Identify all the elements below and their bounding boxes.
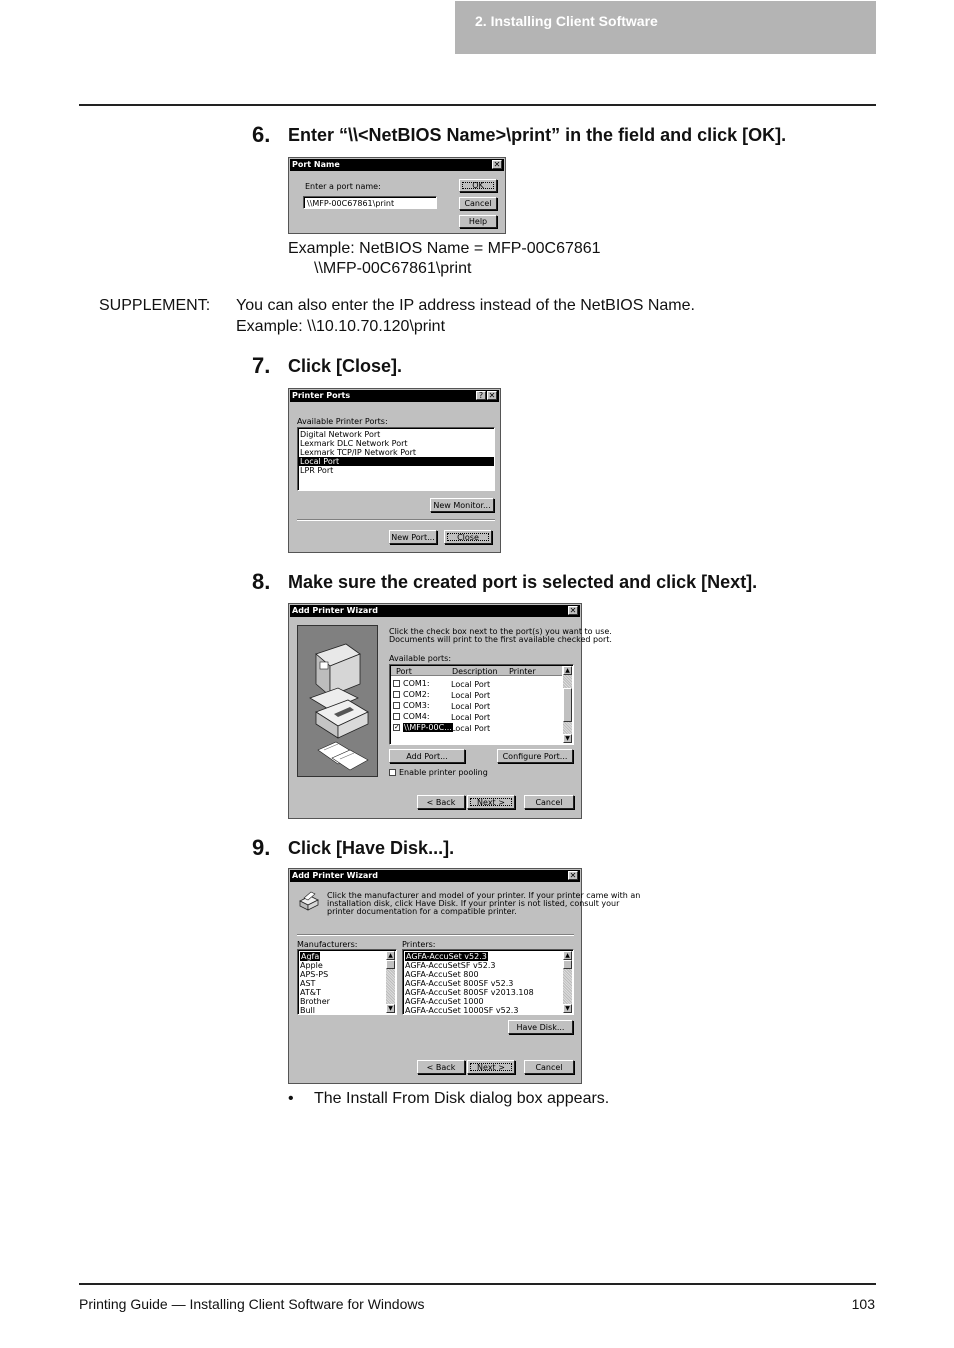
supplement-line-2: Example: \\10.10.70.120\print	[236, 318, 446, 335]
example-line-1: Example: NetBIOS Name = MFP-00C67861	[288, 240, 601, 257]
instruction-line-1: Click the check box next to the port(s) you want to use.	[389, 627, 612, 636]
add-port-button[interactable]: Add Port...	[389, 749, 465, 763]
cancel-button[interactable]: Cancel	[524, 1060, 574, 1074]
step-7-text: Click [Close].	[288, 356, 403, 376]
scroll-thumb[interactable]	[563, 960, 572, 969]
port-description: Local Port	[451, 724, 491, 733]
step-8-text: Make sure the created port is selected and click [Next].	[288, 572, 758, 592]
enable-pooling-checkbox[interactable]: Enable printer pooling	[389, 768, 488, 777]
cancel-button[interactable]: Cancel	[459, 197, 497, 210]
step-8-number: 8.	[252, 569, 271, 594]
checkbox[interactable]	[393, 702, 400, 709]
list-item-selected[interactable]: Agfa	[301, 952, 320, 961]
list-item[interactable]: AST	[300, 979, 316, 988]
printers-label: Printers:	[402, 940, 436, 949]
list-item[interactable]: APS-PS	[300, 970, 329, 979]
section-header-tab	[455, 1, 876, 54]
dialog-titlebar: Port Name	[290, 159, 504, 171]
configure-port-button[interactable]: Configure Port...	[497, 749, 573, 763]
vertical-scrollbar[interactable]	[563, 666, 572, 743]
checkbox[interactable]	[393, 713, 400, 720]
port-name-label: Enter a port name:	[305, 182, 381, 191]
column-header-port[interactable]: Port	[396, 667, 412, 676]
checkbox-checked[interactable]: ✓	[394, 723, 400, 731]
close-button[interactable]: Close	[444, 530, 492, 544]
manufacturers-label: Manufacturers:	[297, 940, 358, 949]
list-item[interactable]: AT&T	[300, 988, 321, 997]
column-header-description[interactable]: Description	[452, 667, 498, 676]
port-name-input[interactable]: \\MFP-00C67861\print	[303, 196, 437, 209]
list-item[interactable]: Apple	[300, 961, 323, 970]
port-row-selected[interactable]: ✓ \\MFP-00C...	[394, 723, 452, 732]
supplement-line-1: You can also enter the IP address instead of the NetBIOS Name.	[236, 297, 695, 314]
vertical-scrollbar[interactable]	[386, 951, 395, 1013]
checkbox[interactable]	[389, 769, 396, 776]
list-item[interactable]: AGFA-AccuSet 1000SF v52.3	[405, 1006, 519, 1015]
scroll-thumb[interactable]	[563, 688, 572, 722]
dialog-titlebar: Add Printer Wizard	[290, 870, 580, 882]
port-description: Local Port	[451, 702, 491, 711]
port-row[interactable]: COM3:	[393, 700, 430, 711]
new-monitor-button[interactable]: New Monitor...	[430, 498, 494, 512]
close-icon[interactable]: ✕	[569, 606, 577, 615]
scroll-thumb[interactable]	[386, 960, 395, 969]
separator	[297, 519, 495, 521]
scroll-down-arrow[interactable]: ▼	[563, 1004, 572, 1013]
next-button[interactable]: Next >	[467, 795, 515, 809]
printer-ports-dialog	[288, 388, 501, 553]
bottom-divider	[79, 1283, 876, 1285]
close-icon[interactable]: ✕	[488, 391, 496, 400]
add-printer-port-dialog	[288, 603, 612, 819]
column-header-printer[interactable]: Printer	[509, 667, 536, 676]
supplement-label: SUPPLEMENT:	[99, 297, 211, 314]
back-button[interactable]: < Back	[417, 1060, 465, 1074]
list-item[interactable]: AGFA-AccuSet 800SF v2013.108	[405, 988, 534, 997]
list-item[interactable]: Lexmark TCP/IP Network Port	[300, 448, 417, 457]
list-item[interactable]: LPR Port	[300, 466, 334, 475]
available-ports-label: Available ports:	[389, 654, 452, 663]
scroll-up-arrow[interactable]: ▲	[563, 951, 572, 960]
ports-list[interactable]	[389, 664, 574, 745]
step-7-number: 7.	[252, 353, 271, 378]
help-button[interactable]: Help	[459, 215, 497, 228]
printers-list[interactable]	[402, 949, 574, 1015]
list-item[interactable]: AGFA-AccuSet 800	[405, 970, 479, 979]
port-description: Local Port	[451, 713, 491, 722]
manufacturers-list[interactable]	[297, 949, 397, 1015]
list-item[interactable]: AGFA-AccuSetSF v52.3	[405, 961, 496, 970]
step-6-text: Enter “\\<NetBIOS Name>\print” in the field and click [OK].	[288, 125, 787, 145]
step-9-number: 9.	[252, 835, 271, 860]
step-9-text: Click [Have Disk...].	[288, 838, 455, 858]
list-item[interactable]: Digital Network Port	[300, 430, 381, 439]
port-row[interactable]: COM4:	[393, 711, 430, 722]
list-item[interactable]: Lexmark DLC Network Port	[300, 439, 408, 448]
dialog-titlebar: Printer Ports	[290, 390, 499, 402]
dialog-titlebar: Add Printer Wizard	[290, 605, 580, 617]
list-item[interactable]: AGFA-AccuSet 1000	[405, 997, 484, 1006]
help-icon[interactable]: ?	[476, 391, 486, 400]
vertical-scrollbar[interactable]	[563, 951, 572, 1013]
top-divider	[79, 104, 876, 106]
instruction-line-3: printer documentation for a compatible printer.	[327, 907, 517, 916]
list-item-selected[interactable]: AGFA-AccuSet v52.3	[406, 952, 487, 961]
have-disk-button[interactable]: Have Disk...	[508, 1020, 573, 1034]
scroll-down-arrow[interactable]: ▼	[563, 734, 572, 743]
instruction-line-2: Documents will print to the first available checked port.	[389, 635, 612, 644]
cancel-button[interactable]: Cancel	[524, 795, 574, 809]
scroll-up-arrow[interactable]: ▲	[563, 666, 572, 675]
scroll-down-arrow[interactable]: ▼	[386, 1004, 395, 1013]
add-printer-driver-dialog	[288, 868, 641, 1084]
step-6-number: 6.	[252, 122, 271, 147]
list-item[interactable]: AGFA-AccuSet 800SF v52.3	[405, 979, 514, 988]
available-ports-label: Available Printer Ports:	[297, 417, 388, 426]
bullet-mark: •	[288, 1090, 294, 1107]
section-title: 2. Installing Client Software	[475, 13, 658, 29]
list-header	[391, 666, 562, 676]
port-name-dialog	[288, 157, 506, 234]
instruction-line-2: installation disk, click Have Disk. If your printer is not listed, consult your	[327, 899, 620, 908]
close-icon[interactable]: ✕	[569, 871, 577, 880]
footer-title: Printing Guide — Installing Client Software for Windows	[79, 1296, 425, 1312]
printer-icon	[297, 889, 321, 913]
port-description: Local Port	[451, 691, 491, 700]
back-button[interactable]: < Back	[417, 795, 465, 809]
example-line-2: \\MFP-00C67861\print	[314, 260, 472, 277]
printer-ports-list[interactable]	[297, 427, 495, 491]
close-icon[interactable]: ✕	[493, 160, 501, 169]
page-number: 103	[851, 1296, 875, 1312]
scroll-up-arrow[interactable]: ▲	[386, 951, 395, 960]
list-item[interactable]: Brother	[300, 997, 330, 1006]
wizard-illustration	[297, 625, 378, 777]
port-description: Local Port	[451, 680, 491, 689]
checkbox[interactable]	[393, 691, 400, 698]
port-row[interactable]: COM1:	[393, 678, 430, 689]
separator	[297, 934, 574, 936]
next-button[interactable]: Next >	[467, 1060, 515, 1074]
list-item[interactable]: Bull	[300, 1006, 316, 1015]
ok-button[interactable]: OK	[459, 179, 497, 192]
port-row[interactable]: COM2:	[393, 689, 430, 700]
checkbox[interactable]	[393, 680, 400, 687]
instruction-line-1: Click the manufacturer and model of your printer. If your printer came with an	[327, 891, 641, 900]
list-item-selected[interactable]: Local Port	[298, 457, 494, 466]
new-port-button[interactable]: New Port...	[389, 530, 437, 544]
bullet-text: The Install From Disk dialog box appears.	[314, 1090, 610, 1107]
